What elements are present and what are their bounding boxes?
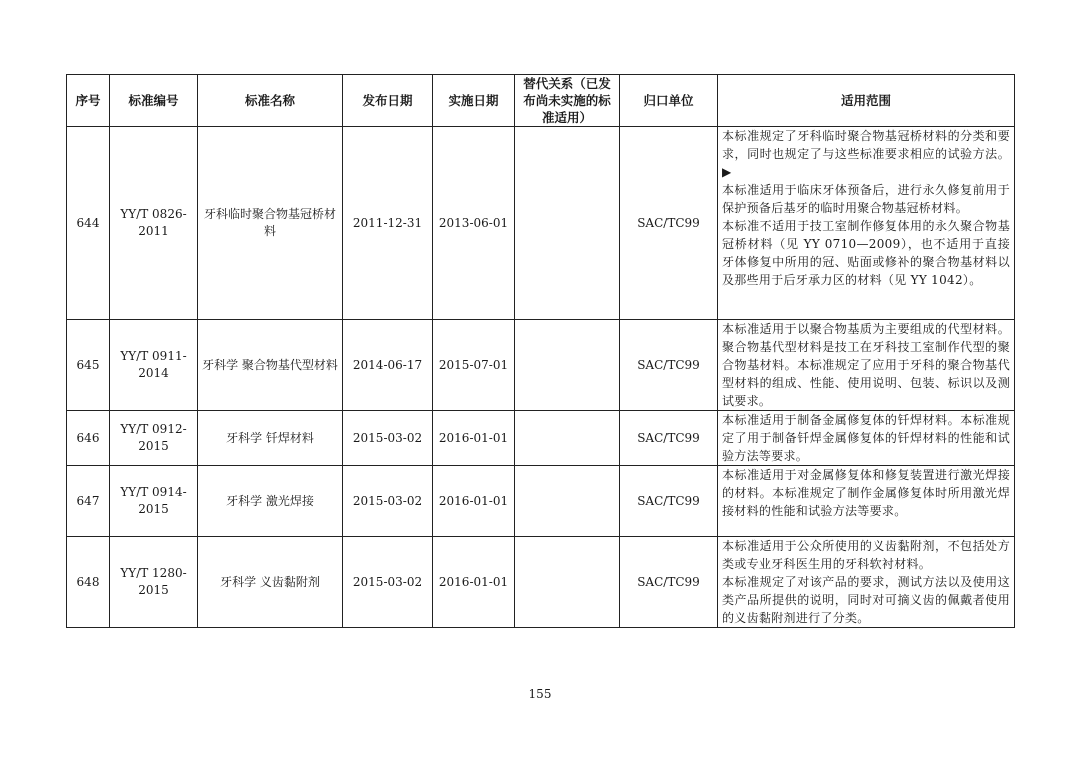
row-replacement (515, 466, 620, 537)
scope-paragraph: 本标准适用于对金属修复体和修复装置进行激光焊接的材料。本标准规定了制作金属修复体时所用激光焊接材料的性能和试验方法等要求。 (722, 468, 1010, 518)
table-row (67, 537, 1015, 628)
row-no: 644 (67, 127, 110, 320)
row-publish-date: 2015-03-02 (343, 537, 433, 628)
row-name: 牙科学 钎焊材料 (198, 411, 343, 466)
row-effective-date: 2016-01-01 (433, 466, 515, 537)
row-effective-date: 2016-01-01 (433, 537, 515, 628)
row-effective-date: 2015-07-01 (433, 320, 515, 411)
header-publish-date: 发布日期 (343, 75, 433, 127)
row-code: YY/T 0911-2014 (110, 320, 198, 411)
row-code: YY/T 0826-2011 (110, 127, 198, 320)
row-replacement (515, 320, 620, 411)
header-no: 序号 (67, 75, 110, 127)
scope-paragraph: 本标准规定了对该产品的要求，测试方法以及使用这类产品所提供的说明，同时对可摘义齿的佩戴者使用的义齿黏附剂进行了分类。 (722, 575, 1010, 625)
row-name: 牙科学 聚合物基代型材料 (198, 320, 343, 411)
row-name: 牙科学 激光焊接 (198, 466, 343, 537)
row-no: 648 (67, 537, 110, 628)
row-code: YY/T 0912-2015 (110, 411, 198, 466)
scope-paragraph: 本标准规定了牙科临时聚合物基冠桥材料的分类和要求，同时也规定了与这些标准要求相应的试验方法。▶ (722, 129, 1010, 179)
row-effective-date: 2016-01-01 (433, 411, 515, 466)
row-publish-date: 2011-12-31 (343, 127, 433, 320)
scope-paragraph: 本标准适用于制备金属修复体的钎焊材料。本标准规定了用于制备钎焊金属修复体的钎焊材料的性能和试验方法等要求。 (722, 413, 1010, 463)
header-code: 标准编号 (110, 75, 198, 127)
row-code: YY/T 0914-2015 (110, 466, 198, 537)
row-publish-date: 2015-03-02 (343, 466, 433, 537)
scope-paragraph: 本标准适用于临床牙体预备后，进行永久修复前用于保护预备后基牙的临时用聚合物基冠桥材料。 (722, 183, 1010, 215)
row-unit: SAC/TC99 (620, 320, 718, 411)
row-unit: SAC/TC99 (620, 466, 718, 537)
standards-table (66, 74, 1015, 628)
row-name: 牙科学 义齿黏附剂 (198, 537, 343, 628)
table-header-row (67, 75, 1015, 127)
scope-paragraph: 本标准适用于以聚合物基质为主要组成的代型材料。聚合物基代型材料是技工在牙科技工室制作代型的聚合物基材料。本标准规定了应用于牙科的聚合物基代型材料的组成、性能、使用说明、包装、标识以及测试要求。 (722, 322, 1010, 408)
row-no: 645 (67, 320, 110, 411)
row-name: 牙科临时聚合物基冠桥材料 (198, 127, 343, 320)
header-unit: 归口单位 (620, 75, 718, 127)
row-unit: SAC/TC99 (620, 537, 718, 628)
header-replacement: 替代关系（已发布尚未实施的标准适用） (515, 75, 620, 127)
row-no: 647 (67, 466, 110, 537)
row-scope (718, 537, 1015, 628)
header-effective-date: 实施日期 (433, 75, 515, 127)
row-unit: SAC/TC99 (620, 127, 718, 320)
table-row (67, 466, 1015, 537)
row-effective-date: 2013-06-01 (433, 127, 515, 320)
row-scope (718, 320, 1015, 411)
header-scope: 适用范围 (718, 75, 1015, 127)
scope-paragraph: 本标准适用于公众所使用的义齿黏附剂，不包括处方类或专业牙科医生用的牙科软衬材料。 (722, 539, 1010, 571)
page-number: 155 (528, 687, 552, 701)
row-unit: SAC/TC99 (620, 411, 718, 466)
row-no: 646 (67, 411, 110, 466)
header-name: 标准名称 (198, 75, 343, 127)
row-replacement (515, 537, 620, 628)
table-row (67, 320, 1015, 411)
table-row (67, 411, 1015, 466)
scope-paragraph: 本标准不适用于技工室制作修复体用的永久聚合物基冠桥材料（见 YY 0710—2009），也不适用于直接牙体修复中所用的冠、贴面或修补的聚合物基材料以及那些用于后牙承力区的材料（见 YY 1042）。 (722, 219, 1010, 287)
row-code: YY/T 1280-2015 (110, 537, 198, 628)
row-publish-date: 2014-06-17 (343, 320, 433, 411)
row-scope (718, 466, 1015, 537)
row-replacement (515, 127, 620, 320)
row-replacement (515, 411, 620, 466)
row-publish-date: 2015-03-02 (343, 411, 433, 466)
row-scope (718, 411, 1015, 466)
table-row (67, 127, 1015, 320)
row-scope (718, 127, 1015, 320)
